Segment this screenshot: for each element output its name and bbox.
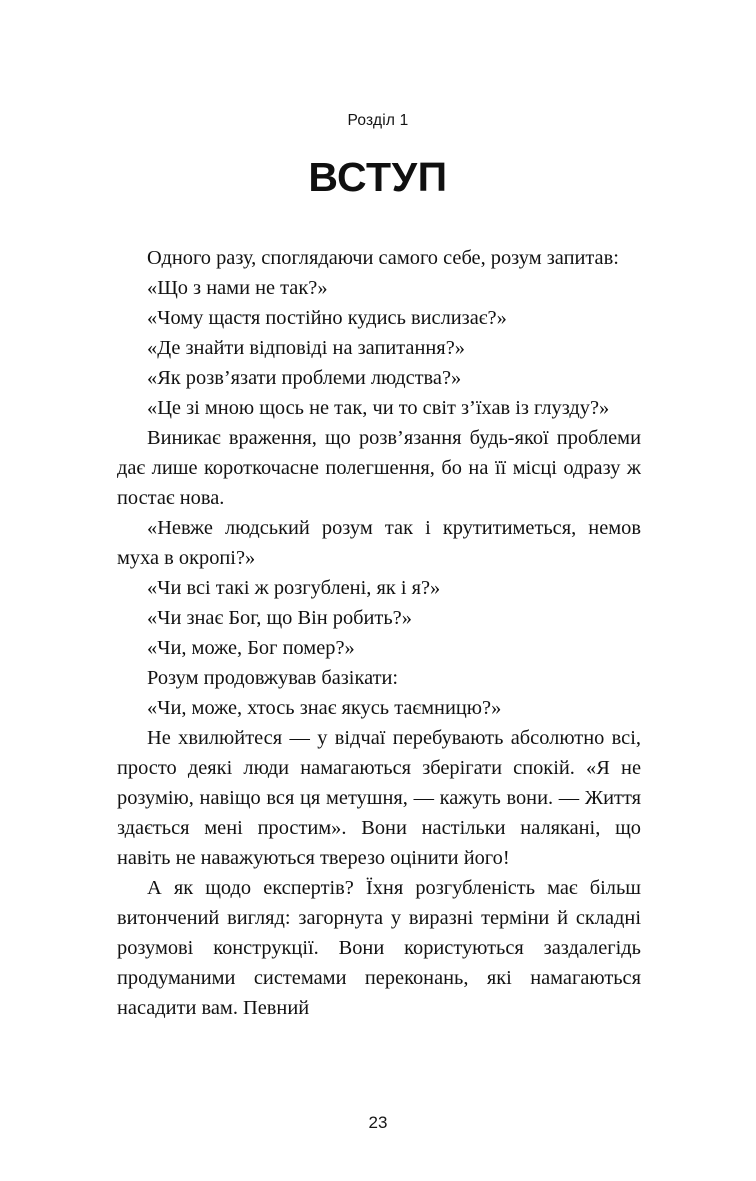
chapter-header [0, 112, 756, 200]
chapter-title: ВСТУП [308, 154, 448, 201]
body-paragraph: «Чи знає Бог, що Він робить?» [147, 607, 412, 629]
body-paragraph: «Це зі мною щось не так, чи то світ з’їхав із глузду?» [147, 397, 610, 419]
body-paragraph: Розум продовжував базікати: [147, 667, 399, 689]
body-paragraph: Одного разу, споглядаючи самого себе, розум запитав: [147, 247, 619, 269]
body-paragraph: «Що з нами не так?» [147, 277, 328, 299]
body-paragraph: «Як розв’язати проблеми людства?» [147, 367, 462, 389]
chapter-label: Розділ 1 [347, 112, 409, 129]
body-paragraph: «Чи всі такі ж розгублені, як і я?» [147, 577, 441, 599]
body-paragraph: «Чому щастя постійно кудись вислизає?» [147, 307, 507, 329]
body-paragraph: А як щодо експертів? Їхня розгубленість має більш витончений вигляд: загорнута у виразні терміни й складні розумові конструкції. Вони користуються заздалегідь продуманими системами переконань, які намагаються насадити вам. Певний [117, 877, 641, 1019]
body-paragraph: Виникає враження, що розв’язання будь-якої проблеми дає лише короткочасне полегшення, бо на її місці одразу ж постає нова. [117, 427, 641, 509]
body-text [117, 243, 641, 1023]
body-paragraph: Не хвилюйтеся — у відчаї перебувають абсолютно всі, просто деякі люди намагаються зберігати спокій. «Я не розумію, навіщо вся ця метушня, — кажуть вони. — Життя здається мені простим». Вони настільки налякані, що навіть не наважуються тверезо оцінити його! [117, 727, 641, 869]
body-paragraph: «Чи, може, Бог помер?» [147, 637, 355, 659]
body-paragraph: «Де знайти відповіді на запитання?» [147, 337, 465, 359]
body-paragraph: «Невже людський розум так і крутитиметься, немов муха в окропі?» [117, 517, 641, 569]
body-paragraph: «Чи, може, хтось знає якусь таємницю?» [147, 697, 502, 719]
page-number: 23 [368, 1113, 388, 1132]
